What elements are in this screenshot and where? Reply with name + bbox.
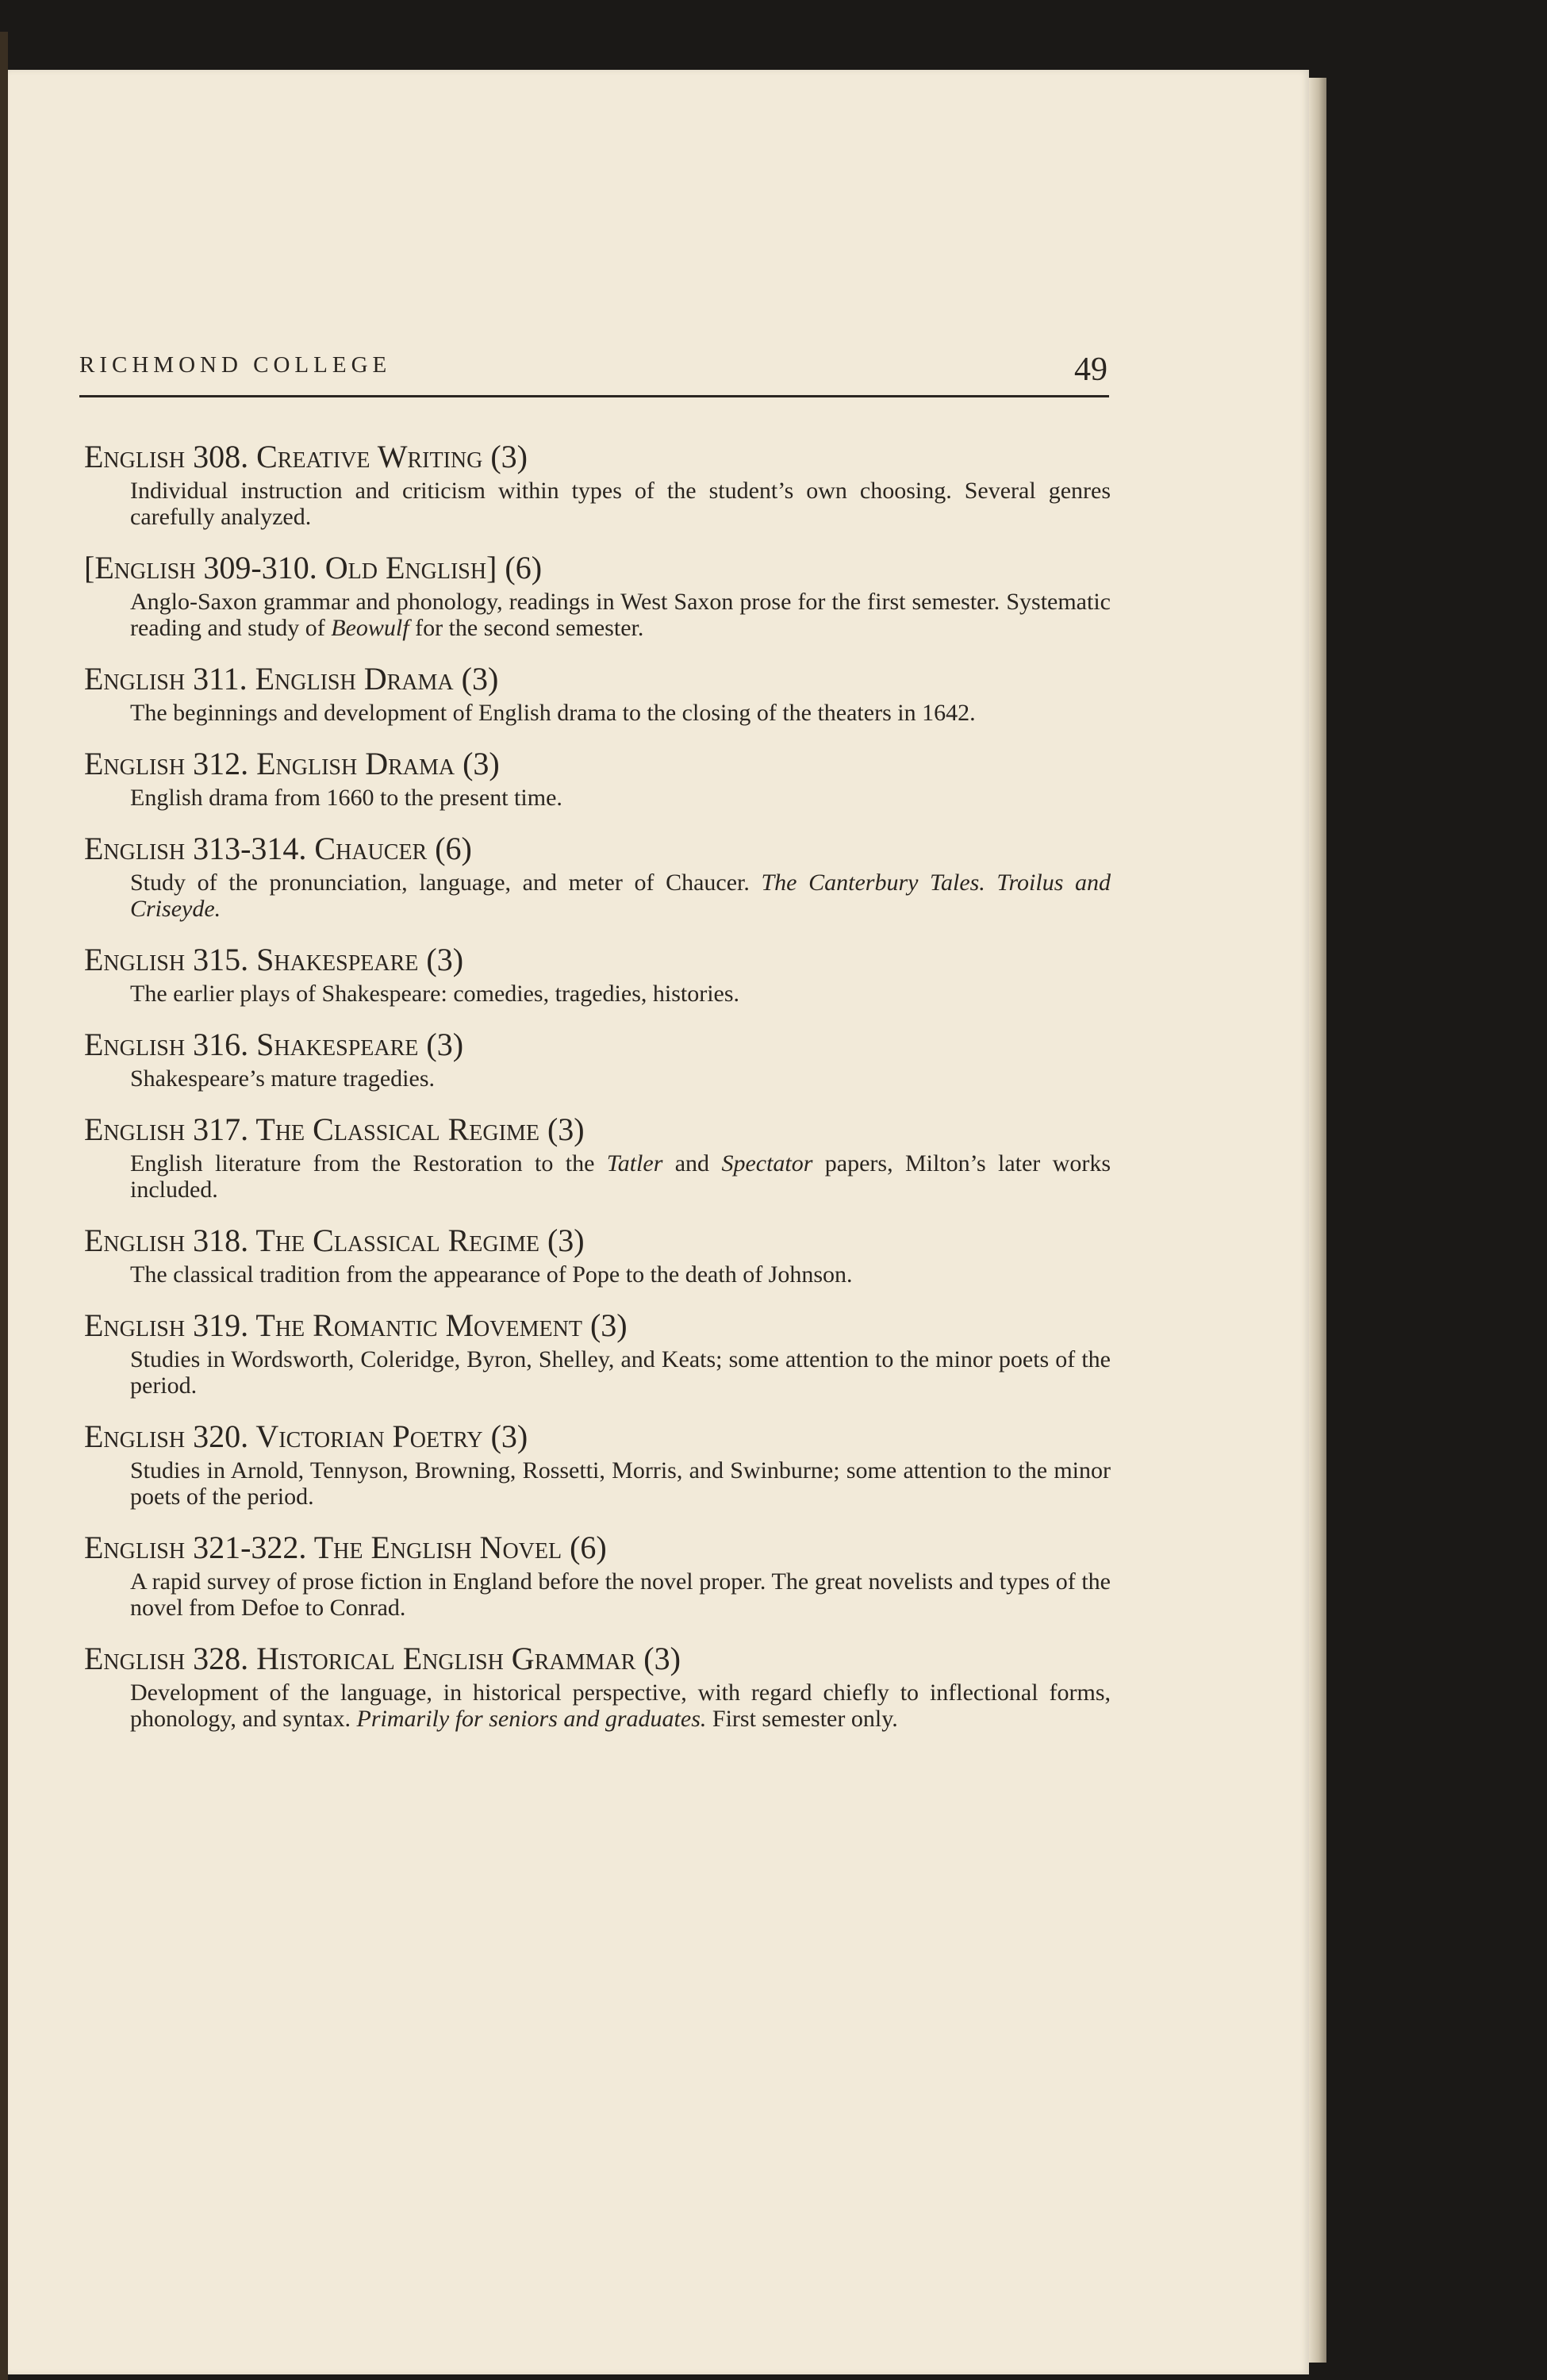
course-heading <box>84 1024 1111 1065</box>
course-credits: (3) <box>463 746 500 781</box>
book-page <box>8 70 1309 2374</box>
description-text: Development of the language, in historical perspective, with regard chiefly to inflectional forms, phonology, and syntax. <box>130 1679 1111 1732</box>
description-text: English drama from 1660 to the present time. <box>130 785 562 811</box>
course-description <box>130 1457 1111 1510</box>
course-number: English 320. <box>84 1418 249 1454</box>
course-title: The Classical Regime <box>255 1223 539 1258</box>
course-heading <box>84 828 1111 869</box>
course-number: [English 309-310. <box>84 550 317 585</box>
course-number: English 318. <box>84 1223 249 1258</box>
course-number: English 316. <box>84 1027 249 1062</box>
course-credits: (6) <box>435 831 472 866</box>
course-title: Creative Writing <box>256 439 483 474</box>
course-description <box>130 785 1111 811</box>
course-heading <box>84 658 1111 700</box>
course-number: English 319. <box>84 1307 249 1343</box>
italic-text: Primarily for seniors and graduates. <box>356 1706 707 1732</box>
course-title: Old English] <box>324 550 497 585</box>
course-number: English 328. <box>84 1641 249 1676</box>
description-text: First semester only. <box>706 1706 898 1732</box>
description-text: for the second semester. <box>409 615 644 641</box>
course-number: English 313-314. <box>84 831 307 866</box>
course-credits: (3) <box>490 1418 528 1454</box>
course-entry <box>84 939 1111 1007</box>
course-credits: (3) <box>426 942 464 977</box>
course-title: English Drama <box>255 661 454 697</box>
italic-text: Beowulf <box>331 615 409 641</box>
course-number: English 315. <box>84 942 249 977</box>
course-entry <box>84 1220 1111 1288</box>
description-text: A rapid survey of prose fiction in England before the novel proper. The great novelists and types of the novel from Defoe to Conrad. <box>130 1568 1111 1621</box>
italic-text: Spectator <box>721 1150 813 1177</box>
description-text: Anglo-Saxon grammar and phonology, readings in West Saxon prose for the first semester. Systematic reading and study of <box>130 589 1111 641</box>
course-credits: (6) <box>505 550 543 585</box>
page-stack-edge <box>1309 78 1326 2363</box>
course-description <box>130 589 1111 641</box>
course-credits: (3) <box>547 1223 585 1258</box>
course-entry <box>84 1416 1111 1510</box>
course-number: English 321-322. <box>84 1530 307 1565</box>
course-description <box>130 1150 1111 1203</box>
course-heading <box>84 1638 1111 1679</box>
description-text: English literature from the Restoration to the <box>130 1150 607 1177</box>
course-heading <box>84 1220 1111 1261</box>
course-heading <box>84 1109 1111 1150</box>
course-entry <box>84 1638 1111 1732</box>
course-title: Shakespeare <box>256 1027 419 1062</box>
description-text: The beginnings and development of English drama to the closing of the theaters in 1642. <box>130 700 976 726</box>
page-header <box>79 347 1109 397</box>
course-heading <box>84 547 1111 589</box>
course-description <box>130 869 1111 922</box>
course-credits: (3) <box>426 1027 464 1062</box>
course-heading <box>84 436 1111 478</box>
course-number: English 312. <box>84 746 249 781</box>
description-text: papers, Milton’s later works included. <box>130 1150 1111 1203</box>
course-description <box>130 981 1111 1007</box>
course-list <box>84 436 1111 1749</box>
course-credits: (3) <box>643 1641 681 1676</box>
course-number: English 308. <box>84 439 249 474</box>
course-credits: (6) <box>570 1530 607 1565</box>
course-title: English Drama <box>256 746 455 781</box>
course-heading <box>84 1305 1111 1346</box>
course-entry <box>84 743 1111 811</box>
course-title: Shakespeare <box>256 942 419 977</box>
description-text: The earlier plays of Shakespeare: comedies, tragedies, histories. <box>130 981 740 1007</box>
course-number: English 311. <box>84 661 248 697</box>
course-description <box>130 1568 1111 1621</box>
course-entry <box>84 658 1111 726</box>
description-text: Study of the pronunciation, language, and meter of Chaucer. <box>130 869 762 896</box>
course-entry <box>84 1109 1111 1203</box>
course-description <box>130 1261 1111 1288</box>
description-text: Studies in Wordsworth, Coleridge, Byron, Shelley, and Keats; some attention to the minor poets of the period. <box>130 1346 1111 1399</box>
course-title: Historical English Grammar <box>256 1641 636 1676</box>
italic-text: Tatler <box>606 1150 663 1177</box>
course-credits: (3) <box>461 661 499 697</box>
italic-text: The Canterbury Tales. Troilus and Criseyde. <box>130 869 1111 922</box>
course-credits: (3) <box>547 1111 585 1147</box>
course-heading <box>84 939 1111 981</box>
description-text: Shakespeare’s mature tragedies. <box>130 1065 436 1092</box>
course-description <box>130 700 1111 726</box>
course-description <box>130 1065 1111 1092</box>
course-entry <box>84 1527 1111 1621</box>
description-text: The classical tradition from the appearance of Pope to the death of Johnson. <box>130 1261 853 1288</box>
page-number: 49 <box>1074 351 1107 388</box>
course-title: Chaucer <box>314 831 428 866</box>
course-number: English 317. <box>84 1111 249 1147</box>
course-description <box>130 1346 1111 1399</box>
course-description <box>130 1679 1111 1732</box>
description-text: and <box>662 1150 722 1177</box>
course-title: The Classical Regime <box>255 1111 539 1147</box>
course-title: Victorian Poetry <box>255 1418 483 1454</box>
course-title: The Romantic Movement <box>255 1307 582 1343</box>
description-text: Studies in Arnold, Tennyson, Browning, Rossetti, Morris, and Swinburne; some attention to the minor poets of the period. <box>130 1457 1111 1510</box>
course-credits: (3) <box>490 439 528 474</box>
course-entry <box>84 547 1111 641</box>
course-heading <box>84 743 1111 785</box>
description-text: Individual instruction and criticism within types of the student’s own choosing. Several genres carefully analyzed. <box>130 478 1111 530</box>
course-title: The English Novel <box>313 1530 562 1565</box>
course-heading <box>84 1527 1111 1568</box>
left-page-edge <box>0 32 8 2380</box>
course-description <box>130 478 1111 530</box>
course-entry <box>84 1305 1111 1399</box>
course-entry <box>84 1024 1111 1092</box>
running-head: RICHMOND COLLEGE <box>79 352 392 378</box>
course-entry <box>84 436 1111 530</box>
course-credits: (3) <box>589 1307 628 1343</box>
course-heading <box>84 1416 1111 1457</box>
course-entry <box>84 828 1111 922</box>
